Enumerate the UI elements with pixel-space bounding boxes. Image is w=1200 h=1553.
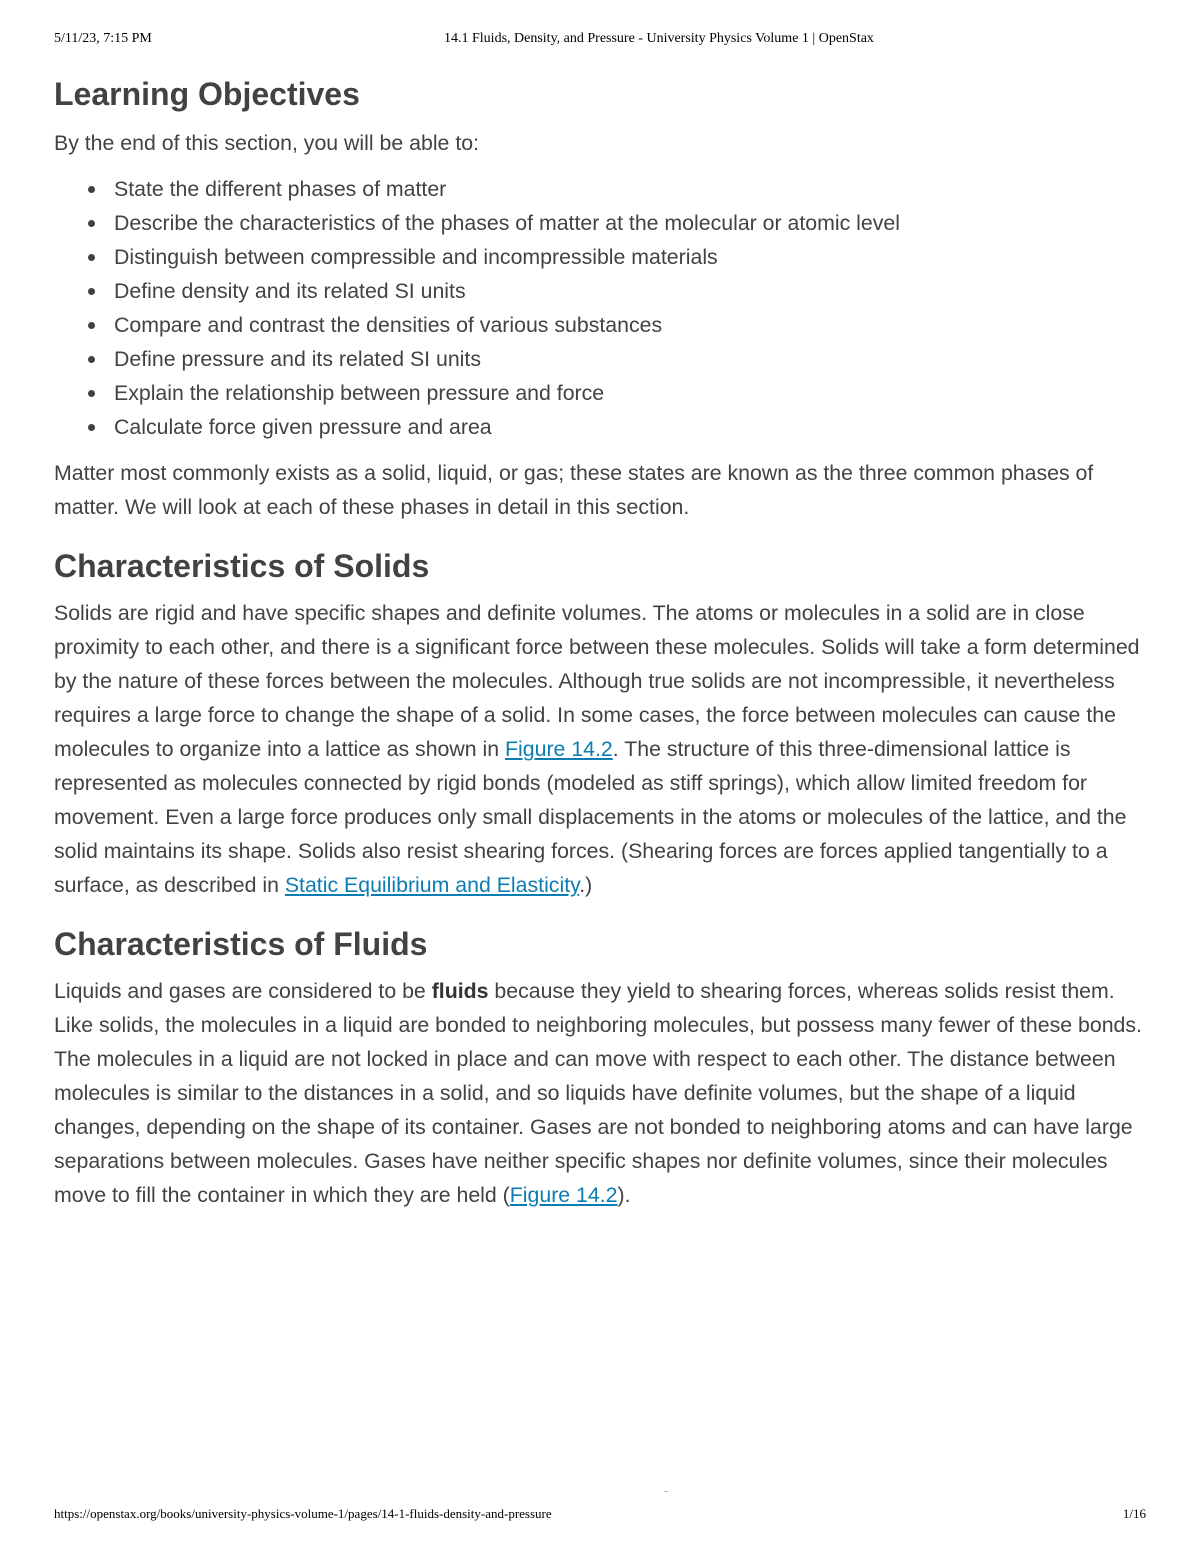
solids-heading: Characteristics of Solids <box>54 548 430 584</box>
list-item-text: Define density and its related SI units <box>114 279 466 303</box>
list-item <box>114 240 1149 274</box>
solids-text-2: . The structure of this three-dimensional lattice is represented as molecules connected by rigid bonds (modeled as stiff springs), which allow limited freedom for movement. Even a large force produces only small displacements in the atoms or molecules of the lattice, and the solid maintains its shape. Solids also resist shearing forces. (Shearing forces are forces applied tangentially to a surface, as described in <box>54 737 1127 897</box>
print-url: https://openstax.org/books/university-physics-volume-1/pages/14-1-fluids-density-and-pressure <box>54 1506 552 1521</box>
figure-14-2-link[interactable]: Figure 14.2 <box>505 737 613 761</box>
solids-text-1: Solids are rigid and have specific shapes and definite volumes. The atoms or molecules in a solid are in close proximity to each other, and there is a significant force between these molecules. Solids will take a form determined by the nature of these forces between the molecules. Although true solids are not incompressible, it nevertheless requires a large force to change the shape of a solid. In some cases, the force between molecules can cause the molecules to organize into a lattice as shown in <box>54 601 1140 761</box>
list-item <box>114 172 1149 206</box>
fluids-paragraph <box>54 974 1149 1212</box>
print-document-title: 14.1 Fluids, Density, and Pressure - University Physics Volume 1 | OpenStax <box>444 31 874 46</box>
bullet-icon <box>88 220 95 227</box>
matter-paragraph: Matter most commonly exists as a solid, liquid, or gas; these states are known as the three common phases of matter. We will look at each of these phases in detail in this section. <box>54 461 1094 519</box>
print-header <box>54 31 1146 51</box>
bullet-icon <box>88 186 95 193</box>
divider <box>664 1491 668 1492</box>
page-number: 1/16 <box>1122 1506 1146 1521</box>
list-item <box>114 308 1149 342</box>
list-item <box>114 342 1149 376</box>
fluids-heading: Characteristics of Fluids <box>54 926 428 962</box>
list-item <box>114 410 1149 444</box>
learning-objectives-list <box>54 172 1149 444</box>
learning-objectives-intro: By the end of this section, you will be able to: <box>54 131 480 155</box>
learning-objectives-heading: Learning Objectives <box>54 76 360 112</box>
fluids-text-1: Liquids and gases are considered to be <box>54 979 432 1003</box>
list-item <box>114 274 1149 308</box>
solids-text-3: .) <box>579 873 593 897</box>
list-item-text: State the different phases of matter <box>114 177 447 201</box>
bullet-icon <box>88 254 95 261</box>
list-item-text: Distinguish between compressible and incompressible materials <box>114 245 718 269</box>
solids-paragraph <box>54 596 1149 902</box>
list-item <box>114 376 1149 410</box>
list-item-text: Calculate force given pressure and area <box>114 415 492 439</box>
list-item-text: Compare and contrast the densities of various substances <box>114 313 663 337</box>
bullet-icon <box>88 424 95 431</box>
main-content <box>54 72 1149 1212</box>
print-date: 5/11/23, 7:15 PM <box>54 31 152 46</box>
fluids-text-3: ). <box>617 1183 631 1207</box>
bullet-icon <box>88 356 95 363</box>
fluids-text-2: because they yield to shearing forces, whereas solids resist them. Like solids, the molecules in a liquid are bonded to neighboring molecules, but possess many fewer of these bonds. The molecules in a liquid are not locked in place and can move with respect to each other. The distance between molecules is similar to the distances in a solid, and so liquids have definite volumes, but the shape of a liquid changes, depending on the shape of its container. Gases are not bonded to neighboring atoms and can have large separations between molecules. Gases have neither specific shapes nor definite volumes, since their molecules move to fill the container in which they are held ( <box>54 979 1142 1207</box>
list-item-text: Explain the relationship between pressure and force <box>114 381 605 405</box>
list-item-text: Define pressure and its related SI units <box>114 347 481 371</box>
bullet-icon <box>88 390 95 397</box>
list-item <box>114 206 1149 240</box>
bullet-icon <box>88 288 95 295</box>
figure-14-2-link[interactable]: Figure 14.2 <box>509 1183 618 1207</box>
bullet-icon <box>88 322 95 329</box>
static-equilibrium-link[interactable]: Static Equilibrium and Elasticity <box>284 873 580 897</box>
list-item-text: Describe the characteristics of the phases of matter at the molecular or atomic level <box>114 211 900 235</box>
print-footer <box>54 1506 1146 1526</box>
fluids-term: fluids <box>431 979 489 1003</box>
